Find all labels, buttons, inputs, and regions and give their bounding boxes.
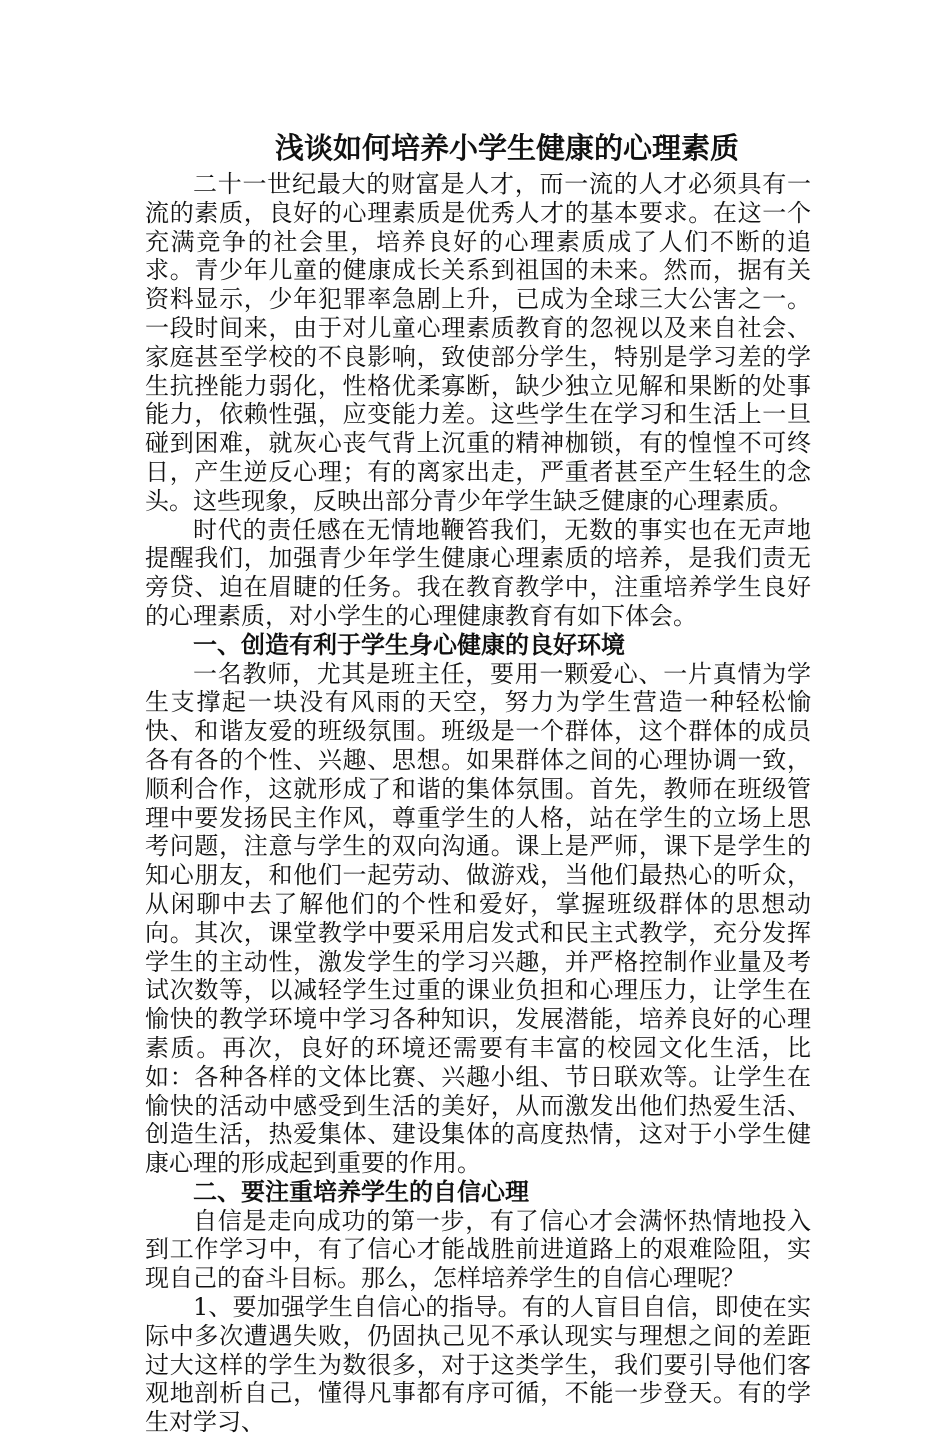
section-heading-2: 二、要注重培养学生的自信心理 — [193, 1176, 529, 1206]
document-title: 浅谈如何培养小学生健康的心理素质 — [275, 131, 740, 165]
intro-paragraph-2: 时代的责任感在无情地鞭笞我们，无数的事实也在无声地提醒我们，加强青少年学生健康心理素质的培养，是我们责无旁贷、迫在眉睫的任务。我在教育教学中，注重培养学生良好的心理素质，对小学生的心理健康教育有如下体会。 — [145, 515, 811, 630]
section-heading-1: 一、创造有利于学生身心健康的良好环境 — [193, 629, 625, 659]
section-2-paragraph: 自信是走向成功的第一步，有了信心才会满怀热情地投入到工作学习中，有了信心才能战胜前进道路上的艰难险阻，实现自己的奋斗目标。那么，怎样培养学生的自信心理呢？ — [145, 1206, 811, 1293]
document-page — [145, 128, 811, 1437]
intro-paragraph-1: 二十一世纪最大的财富是人才，而一流的人才必须具有一流的素质，良好的心理素质是优秀人才的基本要求。在这一个充满竞争的社会里，培养良好的心理素质成了人们不断的追求。青少年儿童的健康成长关系到祖国的未来。然而，据有关资料显示，少年犯罪率急剧上升，已成为全球三大公害之一。一段时间来，由于对儿童心理素质教育的忽视以及来自社会、家庭甚至学校的不良影响，致使部分学生，特别是学习差的学生抗挫能力弱化，性格优柔寡断，缺少独立见解和果断的处事能力，依赖性强，应变能力差。这些学生在学习和生活上一旦碰到困难，就灰心丧气背上沉重的精神枷锁，有的惶惶不可终日，产生逆反心理；有的离家出走，严重者甚至产生轻生的念头。这些现象，反映出部分青少年学生缺乏健康的心理素质。 — [145, 170, 811, 515]
section-2-point-1: 1、要加强学生自信心的指导。有的人盲目自信，即使在实际中多次遭遇失败，仍固执己见不承认现实与理想之间的差距过大这样的学生为数很多，对于这类学生，我们要引导他们客观地剖析自己，懂得凡事都有序可循，不能一步登天。有的学生对学习、 — [145, 1293, 811, 1437]
section-1-paragraph: 一名教师，尤其是班主任，要用一颗爱心、一片真情为学生支撑起一块没有风雨的天空，努力为学生营造一种轻松愉快、和谐友爱的班级氛围。班级是一个群体，这个群体的成员各有各的个性、兴趣、思想。如果群体之间的心理协调一致，顺利合作，这就形成了和谐的集体氛围。首先，教师在班级管理中要发扬民主作风，尊重学生的人格，站在学生的立场上思考问题，注意与学生的双向沟通。课上是严师，课下是学生的知心朋友，和他们一起劳动、做游戏，当他们最热心的听众，从闲聊中去了解他们的个性和爱好，掌握班级群体的思想动向。其次，课堂教学中要采用启发式和民主式教学，充分发挥学生的主动性，激发学生的学习兴趣，并严格控制作业量及考试次数等，以减轻学生过重的课业负担和心理压力，让学生在愉快的教学环境中学习各种知识，发展潜能，培养良好的心理素质。再次，良好的环境还需要有丰富的校园文化生活，比如：各种各样的文体比赛、兴趣小组、节日联欢等。让学生在愉快的活动中感受到生活的美好，从而激发出他们热爱生活、创造生活，热爱集体、建设集体的高度热情，这对于小学生健康心理的形成起到重要的作用。 — [145, 659, 811, 1178]
